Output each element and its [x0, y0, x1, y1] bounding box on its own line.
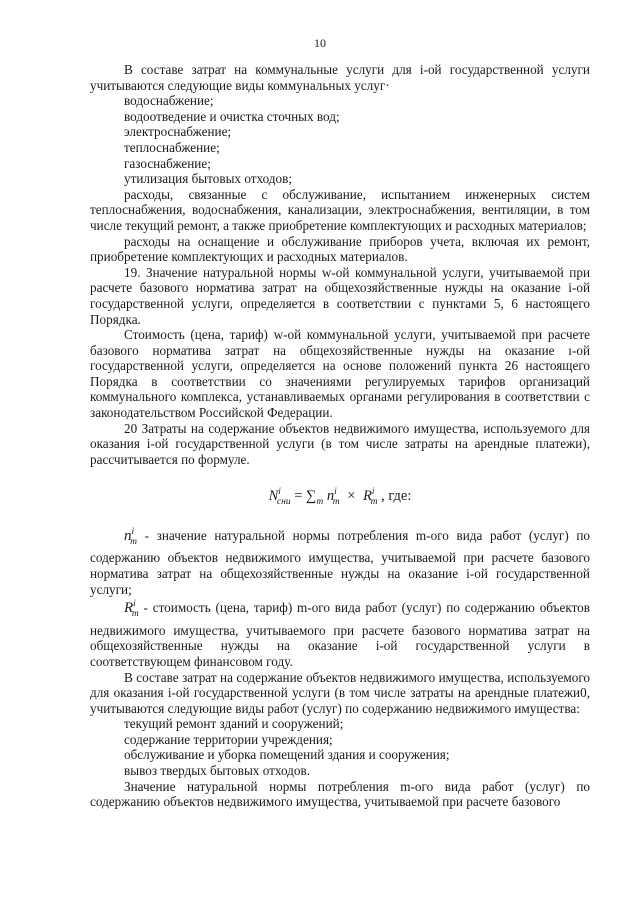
list-item: водоснабжение;	[124, 93, 214, 109]
formula-lhs: $N^i_{сни}$	[268, 487, 291, 508]
paragraph-19: 19. Значение натуральной нормы w-ой коммунальной услуги, учитываемой при расчете базового норматива затрат на общехозяйственные нужды на оказание i-ой государственной услуги, определяется в соответствии с пунктами 5, 6 настоящего Порядка.	[90, 264, 590, 327]
paragraph-costs-meters: расходы на оснащение и обслуживание приборов учета, включая их ремонт, приобретение комплектующих и расходных материалов.	[90, 233, 590, 265]
symbol-r: $R^i_m$	[124, 599, 139, 620]
formula-r: $R^i_m$	[363, 487, 378, 508]
list-item: теплоснабжение;	[124, 139, 220, 155]
symbol-n: $n^i_m$	[124, 526, 138, 547]
formula-times: ×	[347, 488, 356, 505]
formula-tail: , где:	[381, 488, 412, 505]
paragraph-cost-tariff: Стоимость (цена, тариф) w-ой коммунальной услуги, учитываемой при расчете базового норматива затрат на общехозяйственные нужды на оказание ı-ой государственной услуги, определяется на основе положений пункта 26 настоящего Порядка в соответствии со значениями регулируемых тарифов организаций коммунального комплекса, устанавливаемых органами регулирования в соответствии с законодательством Российской Федерации.	[90, 327, 590, 421]
list-item: электроснабжение;	[124, 124, 232, 140]
paragraph-property-works: В составе затрат на содержание объектов недвижимого имущества, используемого для оказания i-ой государственной услуги (в том числе затраты на арендные платежи0, учитываются следующие виды работ (услуг) по содержанию недвижимого имущества:	[90, 669, 590, 716]
document-body	[90, 62, 590, 810]
list-item: утилизация бытовых отходов;	[124, 171, 293, 187]
list-item: газоснабжение;	[124, 155, 211, 171]
paragraph-last: Значение натуральной нормы потребления m-ого вида работ (услуг) по содержанию объектов недвижимого имущества, учитываемой при расчете базового	[90, 778, 590, 810]
paragraph-costs-maintenance: расходы, связанные с обслуживание, испытанием инженерных систем теплоснабжения, водоснабжения, канализации, электроснабжения, вентиляции, в том числе текущий ремонт, а также приобретение комплектующих и расходных материалов;	[90, 186, 590, 233]
list-item: вывоз твердых бытовых отходов.	[124, 763, 311, 779]
formula-n: $n^i_m$	[326, 487, 340, 508]
list-item: водоотведение и очистка сточных вод;	[124, 108, 340, 124]
list-item: обслуживание и уборка помещений здания и сооружения;	[124, 747, 450, 763]
list-item: содержание территории учреждения;	[124, 731, 333, 747]
list-item: текущий ремонт зданий и сооружений;	[124, 716, 344, 732]
definition-n: $n^i_m$ - значение натуральной нормы потребления m-ого вида работ (услуг) по содержанию объектов недвижимого имущества, учитываемой при расчете базового норматива затрат на общехозяйственные нужды на оказание i-ой государственной услуги;	[90, 526, 590, 597]
paragraph-20: 20 Затраты на содержание объектов недвижимого имущества, используемого для оказания i-ой государственной услуги (в том числе затраты на арендные платежи), рассчитывается по формуле.	[90, 420, 590, 467]
definition-r: $R^i_m$ - стоимость (цена, тариф) m-ого вида работ (услуг) по содержанию объектов недвижимого имущества, учитываемого при расчете базового норматива затрат на общехозяйственные нужды на оказание i-ой государственной услуги в соответствующем финансовом году.	[90, 599, 590, 669]
page-number: 10	[314, 36, 326, 50]
formula-sum: = ∑	[294, 488, 317, 505]
paragraph-utilities-intro: В составе затрат на коммунальные услуги для i-ой государственной услуги учитываются следующие виды коммунальных услуг·	[90, 62, 590, 93]
formula: $N^i_{сни} = \sum_m$ $n^i_m \times R^i_m$ , где:	[268, 487, 412, 508]
